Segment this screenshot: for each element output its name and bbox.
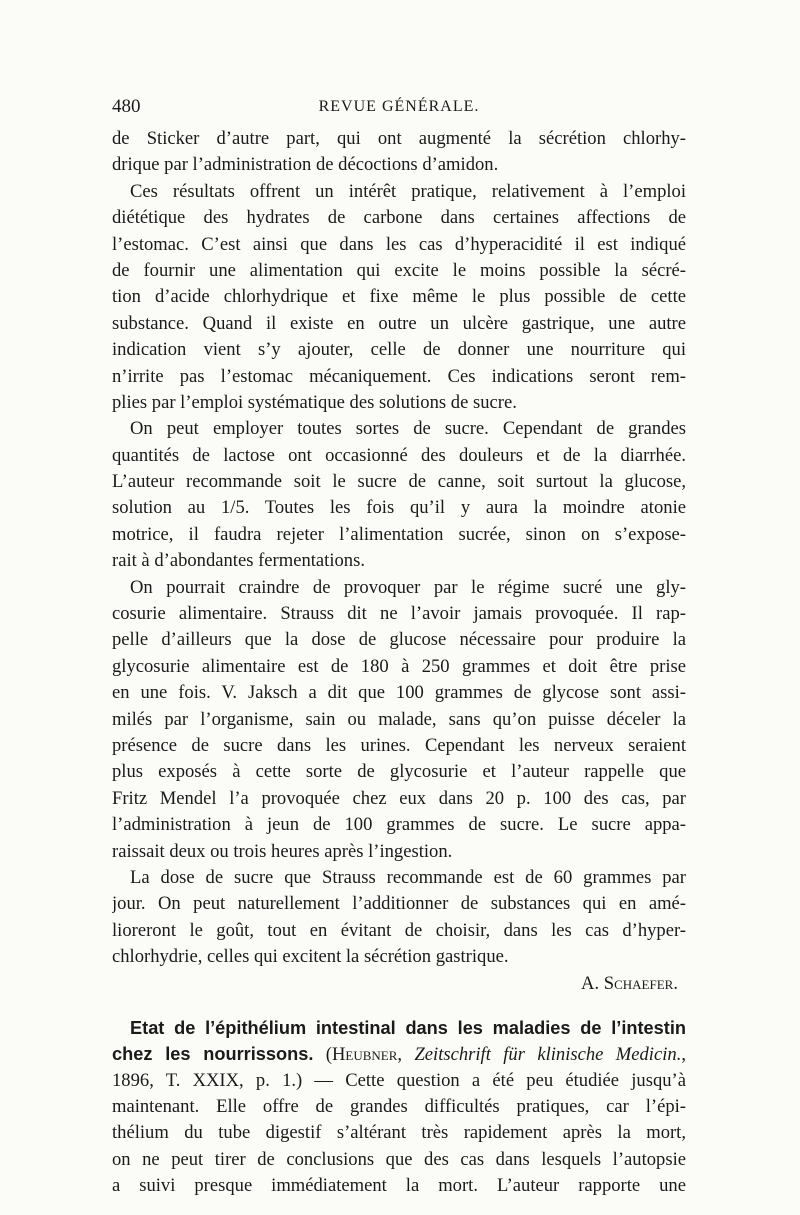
article-title-2: chez les nourrissons.	[112, 1044, 314, 1065]
citation-author: Heubner	[331, 1044, 398, 1066]
text-line: tion d’acide chlorhydrique et fixe même le plus possible de cette	[112, 286, 686, 308]
text-line: L’auteur recommande soit le sucre de canne, soit surtout la glucose,	[112, 471, 686, 493]
section-1-paragraphs	[112, 126, 686, 971]
text-line: diététique des hydrates de carbone dans certaines affections de	[112, 207, 686, 229]
text-line: motrice, il faudra rejeter l’alimentation sucrée, sinon on s’expose-	[112, 523, 686, 545]
text-line: Fritz Mendel l’a provoquée chez eux dans 20 p. 100 des cas, par	[112, 787, 686, 809]
article-2	[112, 1015, 686, 1200]
signature-text: A. Schaefer.	[581, 972, 678, 994]
section-gap	[112, 997, 686, 1015]
text-line: quantités de lactose ont occasionné des douleurs et de la diarrhée.	[112, 444, 686, 466]
citation-open: (	[313, 1044, 332, 1066]
text-line: l’estomac. C’est ainsi que dans les cas d’hyperacidité il est indiqué	[112, 233, 686, 255]
text-line: n’irrite pas l’estomac mécaniquement. Ces indications seront rem-	[112, 365, 686, 387]
page-header	[112, 96, 686, 124]
text-line: de Sticker d’autre part, qui ont augmenté la sécrétion chlorhy-	[112, 128, 686, 149]
text-line: de fournir une alimentation qui excite le moins possible la sécré-	[112, 259, 686, 281]
citation-sep: ,	[397, 1044, 415, 1066]
text-line: raissait deux ou trois heures après l’ingestion.	[112, 840, 453, 862]
text-line: l’administration à jeun de 100 grammes de sucre. Le sucre appa-	[112, 814, 686, 836]
text-line: On pourrait craindre de provoquer par le régime sucré une gly-	[130, 576, 686, 598]
text-line: solution au 1/5. Toutes les fois qu’il y aura la moindre atonie	[112, 497, 686, 519]
text-line: jour. On peut naturellement l’additionner de substances qui en amé-	[112, 893, 686, 915]
text-line: On peut employer toutes sortes de sucre. Cependant de grandes	[130, 418, 686, 440]
author-signature	[112, 971, 686, 997]
text-line: milés par l’organisme, sain ou malade, sans qu’on puisse déceler la	[112, 708, 686, 730]
text-line: en une fois. V. Jaksch a dit que 100 grammes de glycose sont assi-	[112, 682, 686, 704]
text-line: plus exposés à cette sorte de glycosurie et l’auteur rappelle que	[112, 761, 686, 783]
citation-rest: ,	[681, 1044, 686, 1066]
article-2-line-2	[112, 1041, 686, 1067]
page-body	[112, 126, 686, 1200]
text-line: cosurie alimentaire. Strauss dit ne l’avoir jamais provoquée. Il rap-	[112, 603, 686, 625]
text-line: glycosurie alimentaire est de 180 à 250 grammes et doit être prise	[112, 655, 686, 677]
text-line: présence de sucre dans les urines. Cependant les nerveux seraient	[112, 734, 686, 756]
text-line: rait à d’abondantes fermentations.	[112, 550, 365, 572]
text-line: pelle d’ailleurs que la dose de glucose nécessaire pour produire la	[112, 629, 686, 651]
text-line: plies par l’emploi systématique des solutions de sucre.	[112, 391, 517, 413]
article-2-line-5: thélium du tube digestif s’altérant très rapidement après la mort,	[112, 1122, 686, 1144]
running-title: REVUE GÉNÉRALE.	[318, 98, 480, 115]
article-2-line-6: on ne peut tirer de conclusions que des cas dans lesquels l’autopsie	[112, 1148, 686, 1170]
text-line: substance. Quand il existe en outre un ulcère gastrique, une autre	[112, 312, 686, 334]
text-line: lioreront le goût, tout en évitant de choisir, dans les cas d’hyper-	[112, 919, 686, 941]
article-title-1: Etat de l’épithélium intestinal dans les maladies de l’intestin	[130, 1017, 686, 1038]
text-line: indication vient s’y ajouter, celle de donner une nourriture qui	[112, 339, 686, 361]
article-2-line-1	[112, 1015, 686, 1041]
text-line: La dose de sucre que Strauss recommande est de 60 grammes par	[130, 866, 686, 888]
page-number: 480	[112, 96, 141, 117]
text-line: chlorhydrie, celles qui excitent la sécrétion gastrique.	[112, 946, 509, 968]
text-line: Ces résultats offrent un intérêt pratique, relativement à l’emploi	[130, 180, 686, 202]
article-2-line-3: 1896, T. XXIX, p. 1.) — Cette question a été peu étudiée jusqu’à	[112, 1069, 686, 1091]
article-2-line-4: maintenant. Elle offre de grandes difficultés pratiques, car l’épi-	[112, 1096, 686, 1118]
text-line: drique par l’administration de décoctions d’amidon.	[112, 154, 499, 176]
article-2-line-7: a suivi presque immédiatement la mort. L’auteur rapporte une	[112, 1175, 686, 1197]
citation-journal: Zeitschrift für klinische Medicin.	[414, 1044, 682, 1066]
